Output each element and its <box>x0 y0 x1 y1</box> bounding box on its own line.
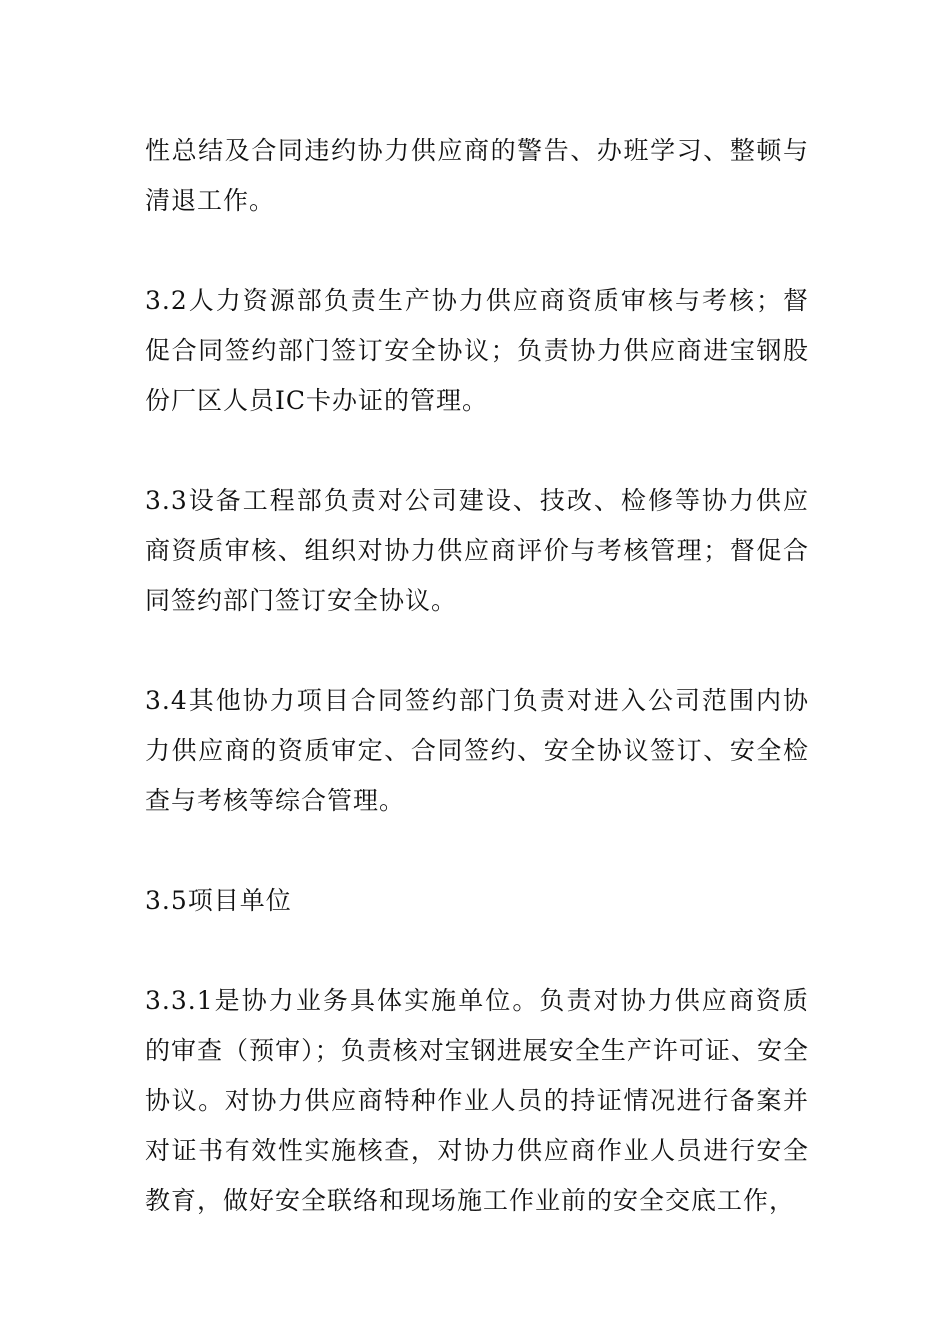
paragraph-spacer <box>145 226 809 276</box>
paragraph-spacer <box>145 926 809 976</box>
paragraph-3-4-other-contract-departments: 3.4其他协力项目合同签约部门负责对进入公司范围内协力供应商的资质审定、合同签约、安全协议签订、安全检查与考核等综合管理。 <box>145 686 809 815</box>
paragraph-closing-duties: 性总结及合同违约协力供应商的警告、办班学习、整顿与清退工作。 <box>145 136 809 215</box>
paragraph-spacer <box>145 626 809 676</box>
paragraph-3-2-hr-department: 3.2人力资源部负责生产协力供应商资质审核与考核；督促合同签约部门签订安全协议；负责协力供应商进宝钢股份厂区人员IC卡办证的管理。 <box>145 286 809 415</box>
section-heading-3-5-project-unit: 3.5项目单位 <box>145 886 292 915</box>
paragraph-3-3-1-implementation-unit: 3.3.1是协力业务具体实施单位。负责对协力供应商资质的审查（预审）；负责核对宝钢进展安全生产许可证、安全协议。对协力供应商特种作业人员的持证情况进行备案并对证书有效性实施核查，对协力供应商作业人员进行安全教育，做好安全联络和现场施工作业前的安全交底工作， <box>145 986 809 1215</box>
paragraph-spacer <box>145 426 809 476</box>
paragraph-spacer <box>145 826 809 876</box>
document-body <box>145 126 809 1226</box>
paragraph-3-3-equipment-engineering: 3.3设备工程部负责对公司建设、技改、检修等协力供应商资质审核、组织对协力供应商评价与考核管理；督促合同签约部门签订安全协议。 <box>145 486 809 615</box>
